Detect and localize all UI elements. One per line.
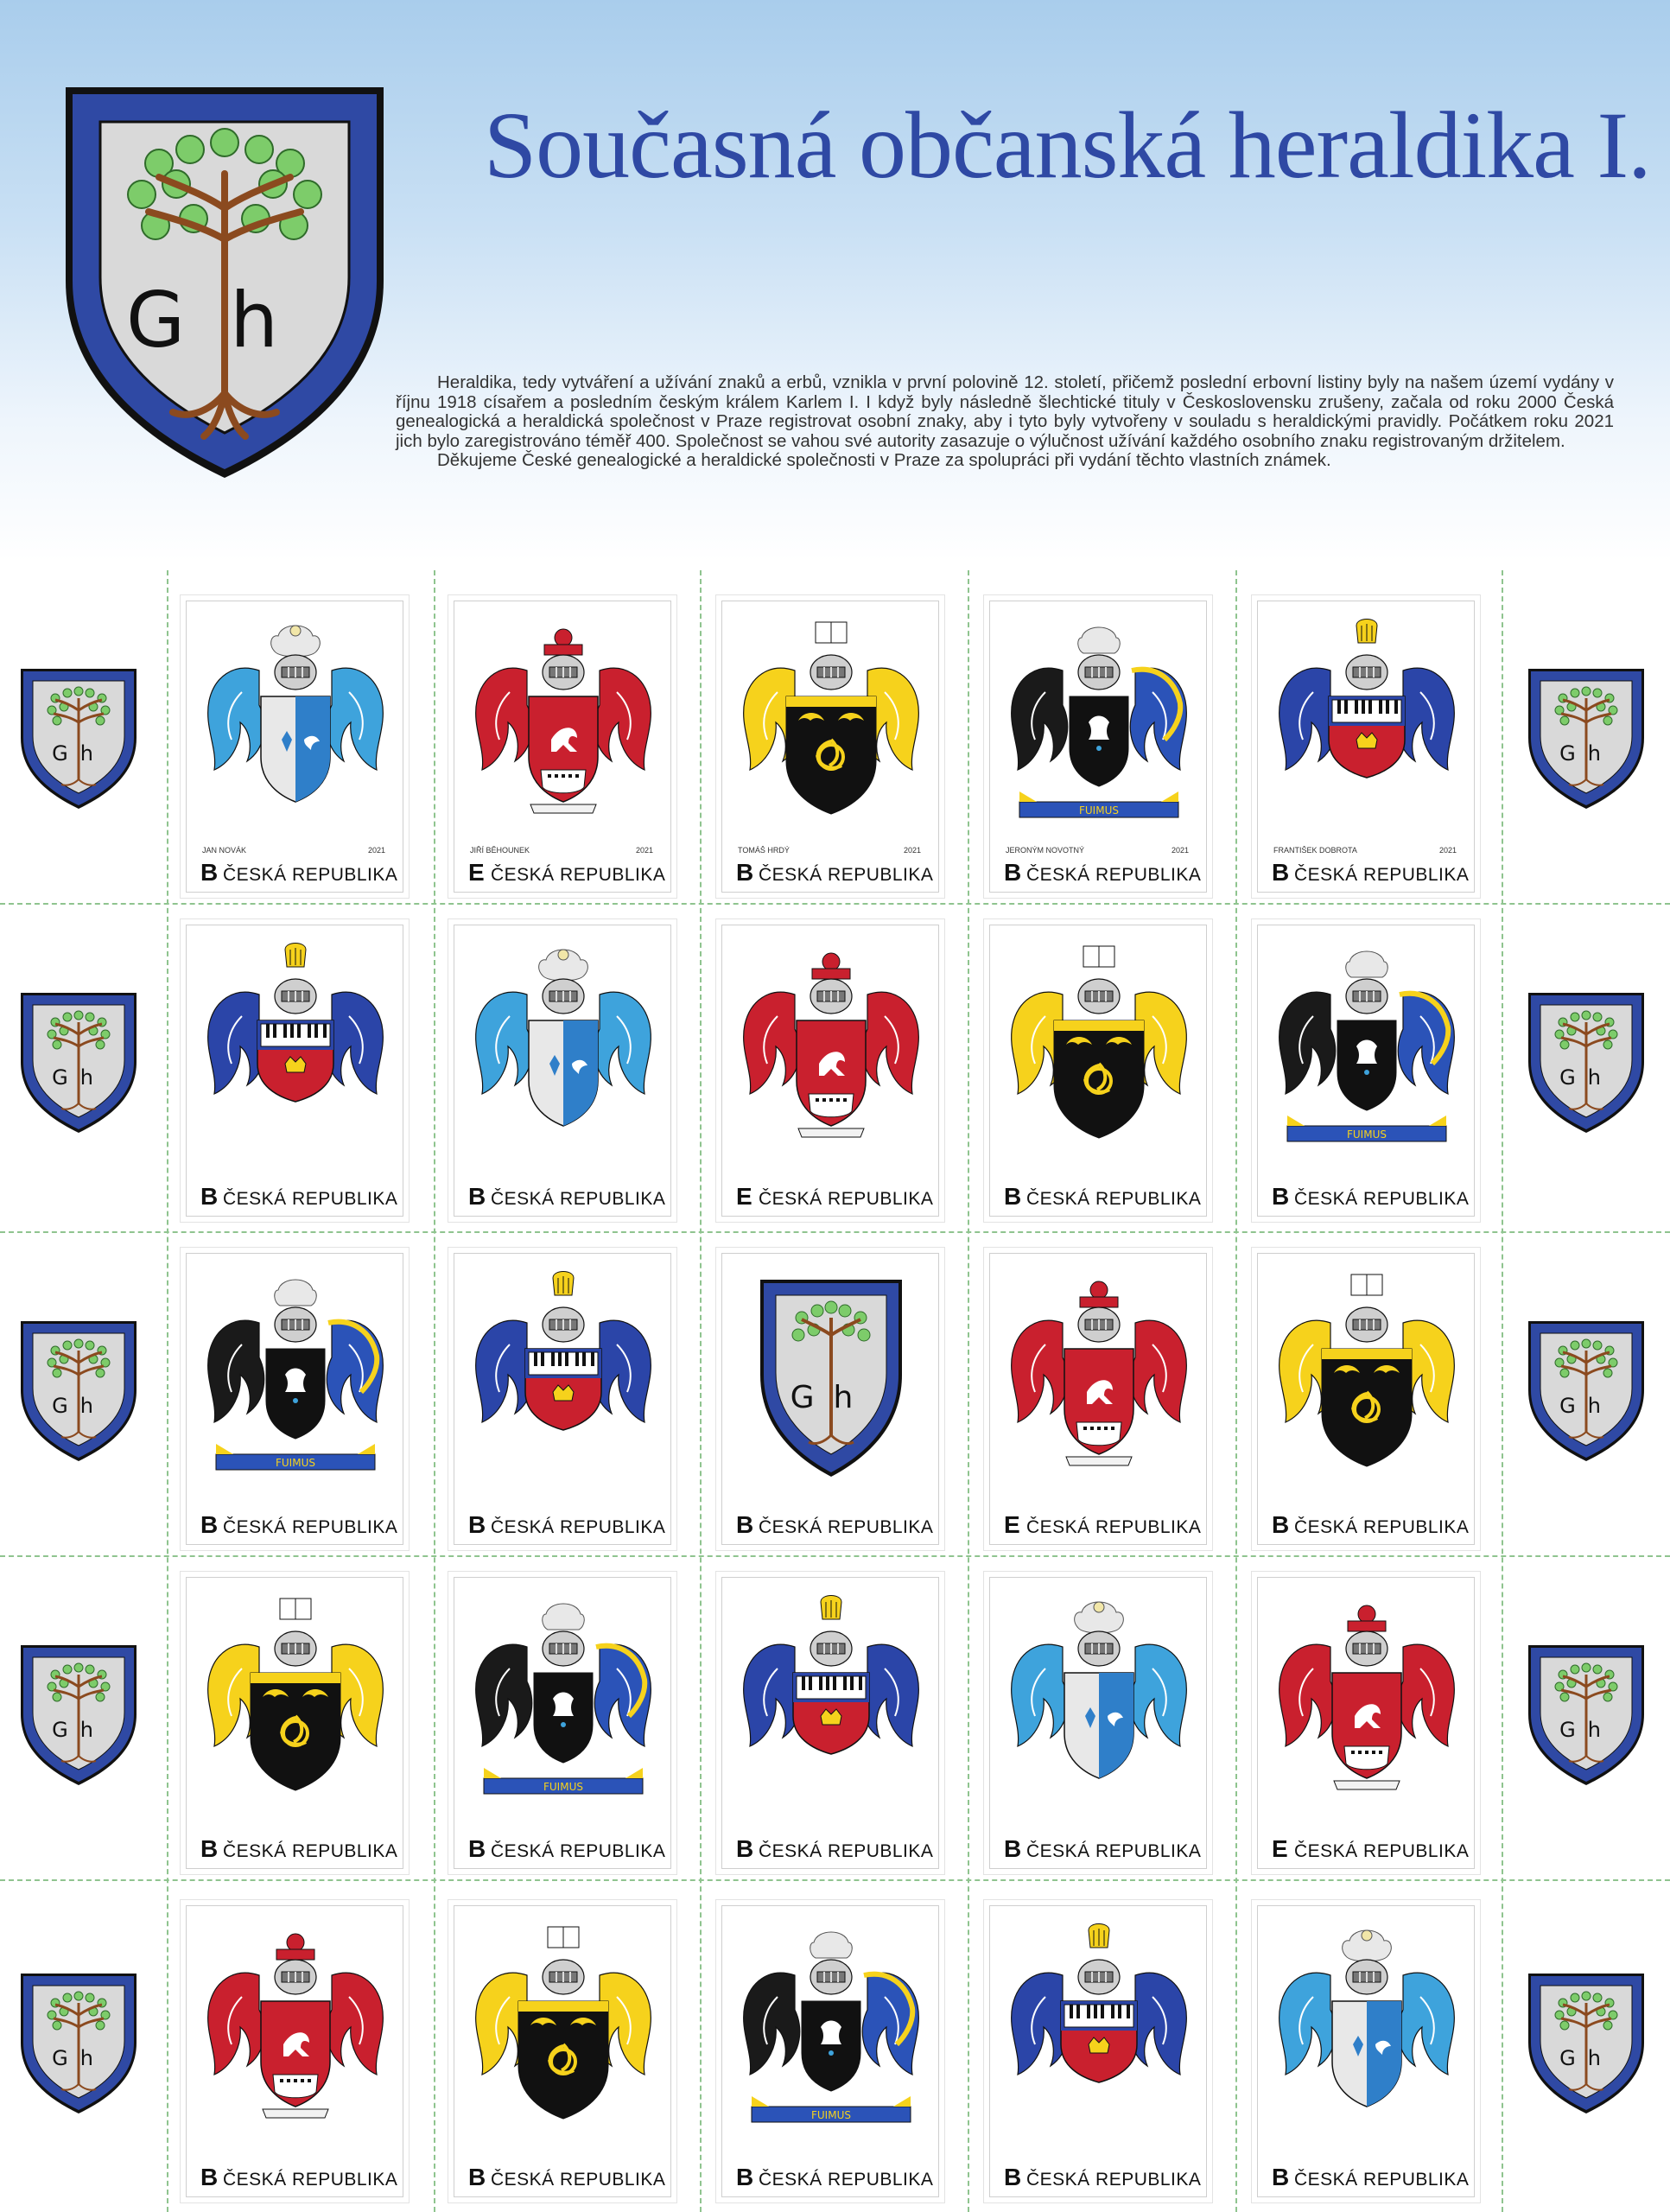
stamp-country-label: ČESKÁ REPUBLIKA bbox=[1294, 1517, 1470, 1537]
stamp-novak[interactable] bbox=[454, 925, 671, 1217]
stamp-country-label: ČESKÁ REPUBLIKA bbox=[759, 1189, 934, 1209]
gh-monogram: Gh bbox=[790, 1380, 873, 1415]
perforation-column-line bbox=[167, 570, 168, 2212]
coat-of-arms-behounek bbox=[1002, 1262, 1196, 1496]
coat-of-arms-hrdy bbox=[467, 1915, 660, 2148]
stamp-gh[interactable] bbox=[721, 1253, 939, 1545]
stamp-dobrota[interactable] bbox=[721, 1577, 939, 1869]
stamp-novak[interactable] bbox=[1257, 1905, 1475, 2197]
stamp-tariff-letter: B bbox=[1004, 1183, 1022, 1210]
stamp-dobrota[interactable] bbox=[454, 1253, 671, 1545]
coat-of-arms-novotny bbox=[1002, 610, 1196, 843]
coat-of-arms-novak bbox=[1002, 1586, 1196, 1820]
stamp-tariff-letter: B bbox=[468, 1835, 486, 1862]
coat-of-arms-dobrota bbox=[199, 934, 392, 1167]
stamp-tariff-letter: B bbox=[1004, 1835, 1022, 1862]
motto-banner-text: FUIMUS bbox=[1347, 1128, 1387, 1141]
perforation-row-line bbox=[0, 1879, 1670, 1881]
stamp-year: 2021 bbox=[903, 846, 921, 855]
stamp-tariff-letter: B bbox=[736, 1511, 754, 1538]
left-margin-logo bbox=[17, 665, 140, 812]
stamp-country-label: ČESKÁ REPUBLIKA bbox=[1026, 1517, 1202, 1537]
stamp-behounek[interactable] bbox=[989, 1253, 1207, 1545]
stamp-owner-name: JAN NOVÁK bbox=[202, 846, 247, 855]
right-margin-logo bbox=[1525, 665, 1648, 812]
gh-monogram: Gh bbox=[1559, 2046, 1613, 2070]
gh-monogram: Gh bbox=[1559, 1065, 1613, 1090]
coat-of-arms-novak bbox=[1270, 1915, 1464, 2148]
right-margin-logo bbox=[1525, 1642, 1648, 1789]
gh-monogram: Gh bbox=[1559, 1394, 1613, 1418]
stamp-country-label: ČESKÁ REPUBLIKA bbox=[1026, 1189, 1202, 1209]
coat-of-arms-gh bbox=[734, 1262, 928, 1496]
stamp-country-label: ČESKÁ REPUBLIKA bbox=[1294, 2170, 1470, 2190]
intro-paragraph-2: Děkujeme České genealogické a heraldické společnosti v Praze za spolupráci při vydání těchto vlastních známek. bbox=[437, 450, 1331, 470]
stamp-tariff-letter: B bbox=[736, 859, 754, 886]
stamp-tariff-letter: B bbox=[200, 859, 219, 886]
gh-logo-shield bbox=[52, 73, 397, 488]
coat-of-arms-dobrota bbox=[467, 1262, 660, 1496]
stamp-behounek[interactable] bbox=[186, 1905, 403, 2197]
stamp-year: 2021 bbox=[635, 846, 653, 855]
stamp-country-label: ČESKÁ REPUBLIKA bbox=[223, 1517, 398, 1537]
left-margin-logo bbox=[17, 1318, 140, 1465]
stamp-hrdy[interactable] bbox=[989, 925, 1207, 1217]
perforation-column-line bbox=[1502, 570, 1503, 2212]
stamp-hrdy[interactable] bbox=[1257, 1253, 1475, 1545]
stamp-country-label: ČESKÁ REPUBLIKA bbox=[1294, 865, 1470, 885]
stamp-year: 2021 bbox=[1171, 846, 1189, 855]
stamp-owner-name: FRANTIŠEK DOBROTA bbox=[1273, 846, 1357, 855]
stamp-tariff-letter: B bbox=[1272, 2164, 1290, 2190]
perforation-column-line bbox=[434, 570, 435, 2212]
stamp-hrdy[interactable] bbox=[454, 1905, 671, 2197]
right-margin-logo bbox=[1525, 989, 1648, 1136]
stamp-owner-name: JERONÝM NOVOTNÝ bbox=[1006, 846, 1085, 855]
coat-of-arms-behounek bbox=[199, 1915, 392, 2148]
gh-monogram: Gh bbox=[52, 1718, 105, 1742]
coat-of-arms-hrdy bbox=[1270, 1262, 1464, 1496]
gh-monogram: Gh bbox=[126, 276, 323, 365]
coat-of-arms-novotny bbox=[467, 1586, 660, 1820]
stamp-behounek[interactable] bbox=[1257, 1577, 1475, 1869]
coat-of-arms-behounek bbox=[734, 934, 928, 1167]
perforation-column-line bbox=[700, 570, 702, 2212]
stamp-owner-name: JIŘÍ BĚHOUNEK bbox=[470, 846, 530, 855]
stamp-country-label: ČESKÁ REPUBLIKA bbox=[1294, 1189, 1470, 1209]
stamp-country-label: ČESKÁ REPUBLIKA bbox=[1026, 1841, 1202, 1861]
coat-of-arms-behounek bbox=[467, 610, 660, 843]
stamp-behounek[interactable] bbox=[721, 925, 939, 1217]
stamp-tariff-letter: E bbox=[468, 859, 485, 886]
left-margin-logo bbox=[17, 1642, 140, 1789]
stamp-country-label: ČESKÁ REPUBLIKA bbox=[759, 1841, 934, 1861]
stamp-dobrota[interactable] bbox=[1257, 601, 1475, 893]
coat-of-arms-hrdy bbox=[1002, 934, 1196, 1167]
gh-monogram: Gh bbox=[52, 1394, 105, 1418]
perforation-row-line bbox=[0, 1231, 1670, 1233]
stamp-country-label: ČESKÁ REPUBLIKA bbox=[223, 1841, 398, 1861]
stamp-dobrota[interactable] bbox=[186, 925, 403, 1217]
motto-banner-text: FUIMUS bbox=[276, 1457, 315, 1469]
stamp-tariff-letter: B bbox=[468, 2164, 486, 2190]
stamp-novotny[interactable] bbox=[989, 601, 1207, 893]
stamp-tariff-letter: B bbox=[736, 2164, 754, 2190]
intro-text bbox=[396, 373, 1614, 471]
stamp-country-label: ČESKÁ REPUBLIKA bbox=[491, 1517, 666, 1537]
stamp-tariff-letter: B bbox=[1272, 859, 1290, 886]
stamp-tariff-letter: B bbox=[1004, 859, 1022, 886]
left-margin-logo bbox=[17, 989, 140, 1136]
gh-monogram: Gh bbox=[1559, 741, 1613, 766]
stamp-country-label: ČESKÁ REPUBLIKA bbox=[223, 1189, 398, 1209]
coat-of-arms-hrdy bbox=[734, 610, 928, 843]
stamp-hrdy[interactable] bbox=[721, 601, 939, 893]
gh-monogram: Gh bbox=[52, 741, 105, 766]
stamp-tariff-letter: B bbox=[200, 2164, 219, 2190]
stamp-country-label: ČESKÁ REPUBLIKA bbox=[223, 865, 398, 885]
right-margin-logo bbox=[1525, 1318, 1648, 1465]
stamp-novotny[interactable] bbox=[721, 1905, 939, 2197]
coat-of-arms-novotny bbox=[1270, 934, 1464, 1167]
motto-banner-text: FUIMUS bbox=[1079, 804, 1119, 817]
stamp-sheet bbox=[0, 570, 1670, 2212]
gh-monogram: Gh bbox=[52, 2046, 105, 2070]
stamp-year: 2021 bbox=[1438, 846, 1457, 855]
stamp-tariff-letter: B bbox=[200, 1183, 219, 1210]
perforation-column-line bbox=[1235, 570, 1237, 2212]
coat-of-arms-dobrota bbox=[734, 1586, 928, 1820]
stamp-country-label: ČESKÁ REPUBLIKA bbox=[759, 1517, 934, 1537]
motto-banner-text: FUIMUS bbox=[811, 2109, 851, 2121]
coat-of-arms-hrdy bbox=[199, 1586, 392, 1820]
stamp-country-label: ČESKÁ REPUBLIKA bbox=[1026, 865, 1202, 885]
motto-banner-text: FUIMUS bbox=[543, 1781, 583, 1793]
perforation-row-line bbox=[0, 1555, 1670, 1557]
stamp-hrdy[interactable] bbox=[186, 1577, 403, 1869]
stamp-tariff-letter: B bbox=[1272, 1511, 1290, 1538]
stamp-country-label: ČESKÁ REPUBLIKA bbox=[759, 865, 934, 885]
stamp-tariff-letter: E bbox=[1004, 1511, 1020, 1538]
stamp-dobrota[interactable] bbox=[989, 1905, 1207, 2197]
coat-of-arms-novotny bbox=[734, 1915, 928, 2148]
perforation-row-line bbox=[0, 903, 1670, 905]
coat-of-arms-behounek bbox=[1270, 1586, 1464, 1820]
stamp-behounek[interactable] bbox=[454, 601, 671, 893]
page-title: Současná občanská heraldika I. bbox=[484, 92, 1651, 198]
stamp-novak[interactable] bbox=[989, 1577, 1207, 1869]
gh-monogram: Gh bbox=[1559, 1718, 1613, 1742]
perforation-column-line bbox=[968, 570, 969, 2212]
stamp-country-label: ČESKÁ REPUBLIKA bbox=[1026, 2170, 1202, 2190]
coat-of-arms-novak bbox=[199, 610, 392, 843]
coat-of-arms-novak bbox=[467, 934, 660, 1167]
stamp-tariff-letter: B bbox=[1272, 1183, 1290, 1210]
stamp-tariff-letter: B bbox=[736, 1835, 754, 1862]
stamp-year: 2021 bbox=[367, 846, 385, 855]
stamp-country-label: ČESKÁ REPUBLIKA bbox=[491, 1841, 666, 1861]
right-margin-logo bbox=[1525, 1970, 1648, 2117]
coat-of-arms-dobrota bbox=[1270, 610, 1464, 843]
coat-of-arms-dobrota bbox=[1002, 1915, 1196, 2148]
stamp-country-label: ČESKÁ REPUBLIKA bbox=[759, 2170, 934, 2190]
coat-of-arms-novotny bbox=[199, 1262, 392, 1496]
stamp-country-label: ČESKÁ REPUBLIKA bbox=[223, 2170, 398, 2190]
stamp-tariff-letter: E bbox=[736, 1183, 752, 1210]
stamp-tariff-letter: B bbox=[468, 1183, 486, 1210]
stamp-novotny[interactable] bbox=[454, 1577, 671, 1869]
stamp-country-label: ČESKÁ REPUBLIKA bbox=[491, 865, 666, 885]
stamp-tariff-letter: B bbox=[200, 1835, 219, 1862]
stamp-novak[interactable] bbox=[186, 601, 403, 893]
stamp-tariff-letter: E bbox=[1272, 1835, 1288, 1862]
stamp-country-label: ČESKÁ REPUBLIKA bbox=[491, 1189, 666, 1209]
stamp-novotny[interactable] bbox=[186, 1253, 403, 1545]
gh-monogram: Gh bbox=[52, 1065, 105, 1090]
intro-paragraph-1: Heraldika, tedy vytváření a užívání znaků a erbů, vznikla v první polovině 12. století, přičemž poslední erbovní listiny byly na našem území vydány v říjnu 1918 císařem a posledním českým králem Karlem I. I když byly následně šlechtické tituly v Československu zrušeny, začala od roku 2000 Česká genealogická a heraldická společnost v Praze registrovat osobní znaky, aby i tyto byly vytvořeny v souladu s heraldickými pravidly. Počátkem roku 2021 jich bylo zaregistrováno téměř 400. Společnost se vahou své autority zasazuje o výlučnost užívání každého osobního znaku registrovaným držitelem. bbox=[396, 372, 1614, 451]
stamp-novotny[interactable] bbox=[1257, 925, 1475, 1217]
stamp-tariff-letter: B bbox=[200, 1511, 219, 1538]
stamp-tariff-letter: B bbox=[468, 1511, 486, 1538]
stamp-owner-name: TOMÁŠ HRDÝ bbox=[738, 846, 790, 855]
stamp-tariff-letter: B bbox=[1004, 2164, 1022, 2190]
stamp-country-label: ČESKÁ REPUBLIKA bbox=[1294, 1841, 1470, 1861]
stamp-country-label: ČESKÁ REPUBLIKA bbox=[491, 2170, 666, 2190]
left-margin-logo bbox=[17, 1970, 140, 2117]
